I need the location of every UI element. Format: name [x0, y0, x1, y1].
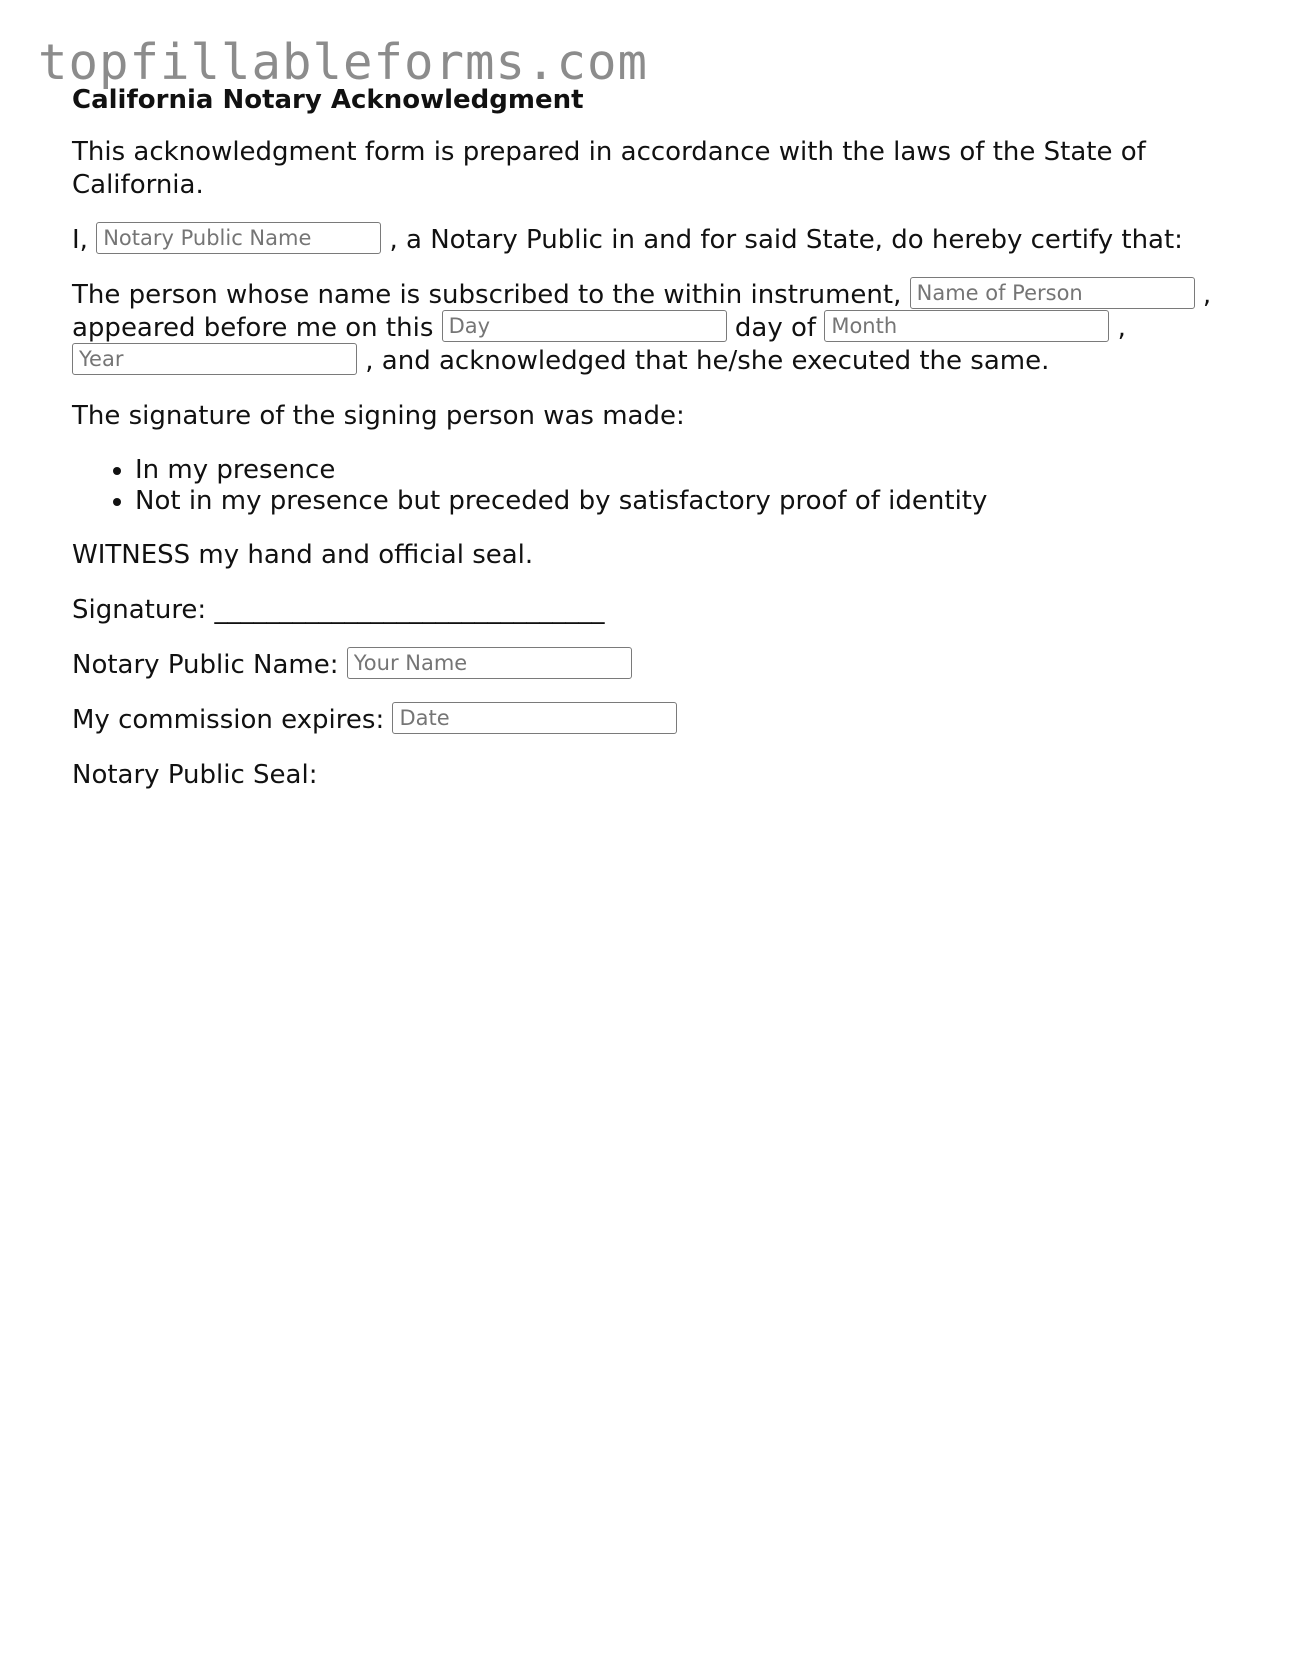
page-title: California Notary Acknowledgment	[72, 85, 584, 115]
notary-name-label: Notary Public Name:	[72, 650, 339, 680]
year-input[interactable]	[72, 343, 357, 375]
person-name-input[interactable]	[910, 277, 1195, 309]
appearance-text-4: ,	[1117, 313, 1126, 343]
day-input[interactable]	[442, 310, 727, 342]
notary-form	[72, 84, 1232, 814]
signature-options-list	[72, 455, 1232, 517]
intro-paragraph: This acknowledgment form is prepared in accordance with the laws of the State of California.	[72, 137, 1146, 200]
certify-prefix: I,	[72, 225, 88, 255]
certify-paragraph	[72, 224, 1232, 257]
seal-label: Notary Public Seal:	[72, 760, 318, 790]
appearance-paragraph	[72, 279, 1232, 378]
commission-date-input[interactable]	[392, 702, 677, 734]
appearance-text-3: day of	[734, 313, 817, 343]
commission-label: My commission expires:	[72, 705, 385, 735]
witness-statement: WITNESS my hand and official seal.	[72, 540, 534, 570]
month-input[interactable]	[824, 310, 1109, 342]
appearance-text-1: The person whose name is subscribed to the within instrument,	[72, 280, 902, 310]
certify-suffix: , a Notary Public in and for said State, do hereby certify that:	[389, 225, 1183, 255]
commission-row	[72, 704, 1232, 737]
watermark: topfillableforms.com	[38, 34, 649, 91]
list-item: • In my presence	[135, 455, 1232, 486]
signature-line: Signature: ______________________________	[72, 595, 605, 625]
list-item: • Not in my presence but preceded by satisfactory proof of identity	[135, 486, 1232, 517]
signature-intro: The signature of the signing person was made:	[72, 401, 685, 431]
your-name-input[interactable]	[347, 647, 632, 679]
notary-name-row	[72, 649, 1232, 682]
notary-public-name-input[interactable]	[96, 222, 381, 254]
appearance-text-5: , and acknowledged that he/she executed the same.	[365, 346, 1050, 376]
appearance-text-2: , appeared before me on this	[72, 280, 1212, 343]
